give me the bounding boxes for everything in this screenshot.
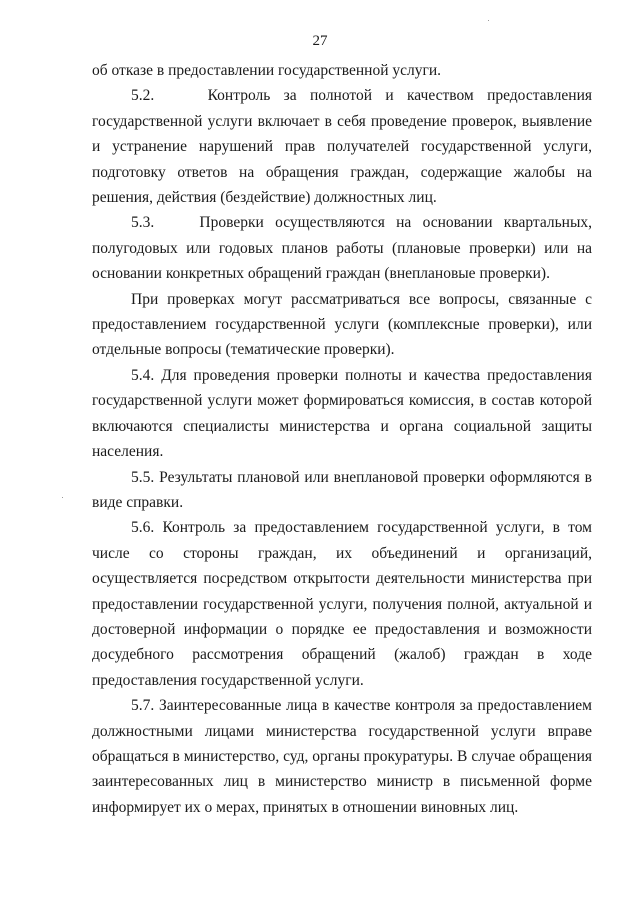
scan-speck: [488, 20, 489, 21]
document-body: [92, 58, 592, 820]
scan-speck: [62, 497, 63, 498]
paragraph-5-2: 5.2. Контроль за полнотой и качеством предоставления государственной услуги включает в себя проведение проверок, выявление и устранение нарушений прав получателей государственной услуги, подготовку ответов на обращения граждан, содержащие жалобы на решения, действия (бездействие) должностных лиц.: [92, 87, 592, 207]
paragraph-inspections-scope: При проверках могут рассматриваться все вопросы, связанные с предоставлением государственной услуги (комплексные проверки), или отдельные вопросы (тематические проверки).: [92, 290, 592, 359]
paragraph-5-7: 5.7. Заинтересованные лица в качестве контроля за предоставлением должностными лицами министерства государственной услуги вправе обращаться в министерство, суд, органы прокуратуры. В случае обращения заинтересованных лиц в министерство министр в письменной форме информирует их о мерах, принятых в отношении виновных лиц.: [92, 697, 592, 816]
paragraph-continuation: об отказе в предоставлении государственной услуги.: [92, 62, 442, 79]
paragraph-5-4: 5.4. Для проведения проверки полноты и качества предоставления государственной услуги может формироваться комиссия, в состав которой включаются специалисты министерства и органа социальной защиты населения.: [92, 366, 592, 461]
paragraph-5-3: 5.3. Проверки осуществляются на основании квартальных, полугодовых или годовых планов работы (плановые проверки) или на основании конкретных обращений граждан (внеплановые проверки).: [92, 214, 592, 283]
page-number: 27: [312, 33, 328, 49]
paragraph-5-6: 5.6. Контроль за предоставлением государственной услуги, в том числе со стороны граждан, их объединений и организаций, осуществляется посредством открытости деятельности министерства при предоставлении государственной услуги, получения полной, актуальной и достоверной информации о порядке ее предоставления и возможности досудебного рассмотрения обращений (жалоб) граждан в ходе предоставления государственной услуги.: [92, 519, 592, 689]
paragraph-5-5: 5.5. Результаты плановой или внеплановой проверки оформляются в виде справки.: [92, 468, 592, 511]
